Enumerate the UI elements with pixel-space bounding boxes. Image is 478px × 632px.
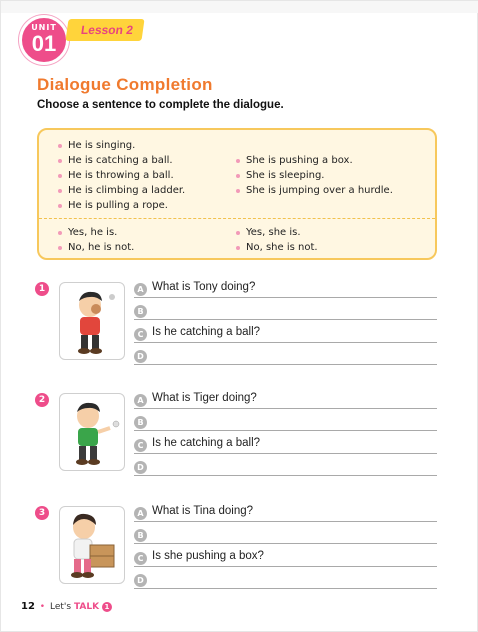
sentence-option	[57, 153, 185, 168]
letter-c-badge: C	[134, 328, 147, 341]
letter-c-badge: C	[134, 552, 147, 565]
bullet-icon	[236, 246, 240, 250]
tiger-throwing-illustration	[59, 393, 125, 471]
answer-line-a[interactable]	[134, 506, 437, 522]
bullet-icon	[236, 174, 240, 178]
sentence-text: He is singing.	[68, 140, 136, 151]
bullet-icon	[236, 159, 240, 163]
dialogue-text: Is she pushing a box?	[152, 550, 264, 562]
unit-badge	[19, 15, 69, 65]
letter-d-badge: D	[134, 461, 147, 474]
sentence-option	[57, 198, 185, 213]
question-number: 3	[35, 506, 49, 520]
sentence-option	[57, 183, 185, 198]
sentence-column-she	[235, 153, 393, 198]
sentence-option	[235, 168, 393, 183]
sentence-text: Yes, he is.	[68, 227, 118, 238]
sentence-text: He is climbing a ladder.	[68, 185, 186, 196]
letter-a-badge: A	[134, 507, 147, 520]
brand-talk: TALK	[73, 602, 100, 612]
tony-eating-illustration	[59, 282, 125, 360]
answer-line-c[interactable]	[134, 438, 437, 454]
bullet-icon	[58, 174, 62, 178]
question-number: 2	[35, 393, 49, 407]
answer-line-c[interactable]	[134, 327, 437, 343]
answer-column-he	[57, 225, 134, 255]
letter-a-badge: A	[134, 283, 147, 296]
page-footer	[21, 601, 112, 612]
sentence-option	[57, 240, 134, 255]
sentence-option	[235, 183, 393, 198]
question-2	[1, 393, 478, 493]
dialogue-text: What is Tiger doing?	[152, 392, 257, 404]
sentence-text: She is sleeping.	[246, 170, 325, 181]
footer-separator: •	[39, 602, 46, 612]
letter-b-badge: B	[134, 529, 147, 542]
question-3	[1, 506, 478, 606]
bullet-icon	[58, 204, 62, 208]
sentence-text: No, he is not.	[68, 242, 135, 253]
bullet-icon	[58, 144, 62, 148]
dialogue-text: Is he catching a ball?	[152, 437, 261, 449]
tina-pushing-box-illustration	[59, 506, 125, 584]
letter-a-badge: A	[134, 394, 147, 407]
bullet-icon	[236, 231, 240, 235]
dashed-divider	[39, 218, 435, 219]
letter-d-badge: D	[134, 574, 147, 587]
sentence-option	[235, 225, 318, 240]
unit-label: UNIT	[31, 23, 57, 32]
sentence-option	[235, 240, 318, 255]
dialogue-text: What is Tina doing?	[152, 505, 254, 517]
sentence-column-he	[57, 138, 185, 213]
page-title: Dialogue Completion	[37, 75, 213, 94]
sentence-text: He is pulling a rope.	[68, 200, 168, 211]
sentence-text: He is catching a ball.	[68, 155, 173, 166]
instruction-text: Choose a sentence to complete the dialogue.	[37, 99, 284, 111]
answer-line-d[interactable]	[134, 573, 437, 589]
answer-line-b[interactable]	[134, 528, 437, 544]
answer-line-d[interactable]	[134, 349, 437, 365]
lesson-tab: Lesson 2	[65, 19, 144, 41]
sentence-option	[57, 138, 185, 153]
sentence-text: She is pushing a box.	[246, 155, 353, 166]
letter-b-badge: B	[134, 416, 147, 429]
sentence-text: He is throwing a ball.	[68, 170, 174, 181]
bullet-icon	[58, 189, 62, 193]
bullet-icon	[58, 246, 62, 250]
answer-line-d[interactable]	[134, 460, 437, 476]
letter-b-badge: B	[134, 305, 147, 318]
dialogue-text: Is he catching a ball?	[152, 326, 261, 338]
question-number: 1	[35, 282, 49, 296]
top-bar	[1, 1, 478, 13]
sentence-text: No, she is not.	[246, 242, 318, 253]
answer-line-a[interactable]	[134, 282, 437, 298]
letter-c-badge: C	[134, 439, 147, 452]
sentence-text: Yes, she is.	[246, 227, 301, 238]
unit-number: 01	[31, 31, 57, 56]
answer-line-b[interactable]	[134, 415, 437, 431]
bullet-icon	[58, 231, 62, 235]
brand-number: 1	[102, 602, 112, 612]
bullet-icon	[236, 189, 240, 193]
sentence-option	[57, 168, 185, 183]
letter-d-badge: D	[134, 350, 147, 363]
question-1	[1, 282, 478, 382]
sentence-option	[57, 225, 134, 240]
sentence-text: She is jumping over a hurdle.	[246, 185, 393, 196]
answer-line-a[interactable]	[134, 393, 437, 409]
sentence-option	[235, 153, 393, 168]
page-number: 12	[21, 601, 35, 612]
bullet-icon	[58, 159, 62, 163]
answer-line-b[interactable]	[134, 304, 437, 320]
sentence-box	[37, 128, 437, 260]
dialogue-text: What is Tony doing?	[152, 281, 256, 293]
answer-line-c[interactable]	[134, 551, 437, 567]
brand-prefix: Let's	[49, 602, 72, 612]
answer-column-she	[235, 225, 318, 255]
